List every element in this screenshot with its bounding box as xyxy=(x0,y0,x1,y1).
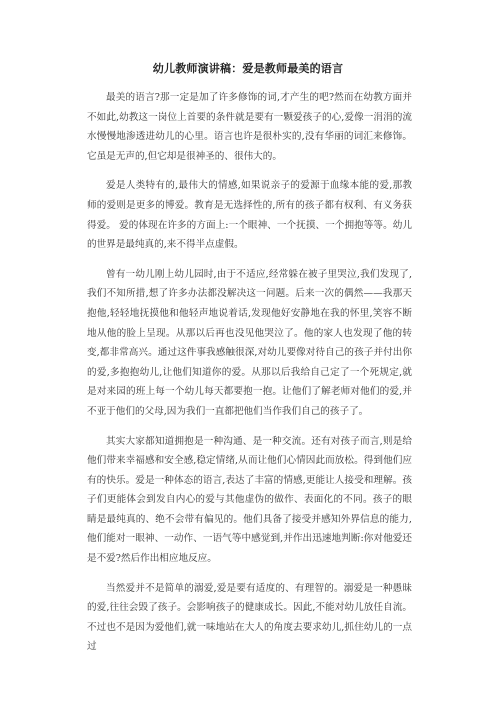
paragraph-3: 曾有一幼儿刚上幼儿园时,由于不适应,经常躲在被子里哭泣,我们发现了,我们不知所措,想了许多办法都没解决这一问题。后来一次的偶然——我那天抱他,轻轻地抚摸他和他轻声地说着话,发现他好安静地在我的怀里,笑容不断地从他的脸上呈现。从那以后再也没见他哭泣了。他的家人也发现了他的转变,都非常高兴。通过这件事我感触很深,对幼儿要像对待自己的孩子并付出你的爱,多抱抱幼儿,让他们知道你的爱。从那以后我给自己定了一个死规定,就是对来园的班上每一个幼儿每天都要抱一抱。让他们了解老师对他们的爱,并不亚于他们的父母,因为我们一直都把他们当作我们自己的孩子了。 xyxy=(87,268,412,417)
document-body xyxy=(87,88,412,667)
document-title: 幼儿教师演讲稿：爱是教师最美的语言 xyxy=(152,62,344,75)
paragraph-4: 其实大家都知道拥抱是一种沟通、是一种交流。还有对孩子而言,则是给他们带来幸福感和安全感,稳定情绪,从而让他们心情因此而放松。得到他们应有的快乐。爱是一种体态的语言,表达了丰富的情感,更能让人接受和理解。孩子们更能体会到发自内心的爱与其他虚伪的做作、表面化的不同。孩子的眼睛是最纯真的、绝不会带有偏见的。他们具备了接受并感知外界信息的能力,他们能对一眼神、一动作、一语气等中感觉到,并作出迅速地判断:你对他爱还是不爱?然后作出相应地反应。 xyxy=(87,435,412,565)
paragraph-5: 当然爱并不是简单的溺爱,爱是要有适度的、有理智的。溺爱是一种愚昧的爱,往往会毁了孩子。会影响孩子的健康成长。因此,不能对幼儿放任自流。不过也不是因为爱他们,就一味地站在大人的角度去要求幼儿,抓住幼儿的一点过 xyxy=(87,582,412,653)
paragraph-2: 爱是人类特有的,最伟大的情感,如果说亲子的爱源于血缘本能的爱,那教师的爱则是更多的博爱。教育是无选择性的,所有的孩子都有权利、有义务获得爱。 爱的体现在许多的方面上:一个眼神、一个抚摸、一个拥抱等等。幼儿的世界是最纯真的,来不得半点虚假。 xyxy=(87,180,412,251)
paragraph-1: 最美的语言?那一定是加了许多修饰的词,才产生的吧?然而在幼教方面并不如此,幼教这一岗位上首要的条件就是要有一颗爱孩子的心,爱像一涓涓的流水慢慢地渗透进幼儿的心里。语言也许是很朴实的,没有华丽的词汇来修饰。它虽是无声的,但它却是很神圣的、很伟大的。 xyxy=(87,92,412,162)
